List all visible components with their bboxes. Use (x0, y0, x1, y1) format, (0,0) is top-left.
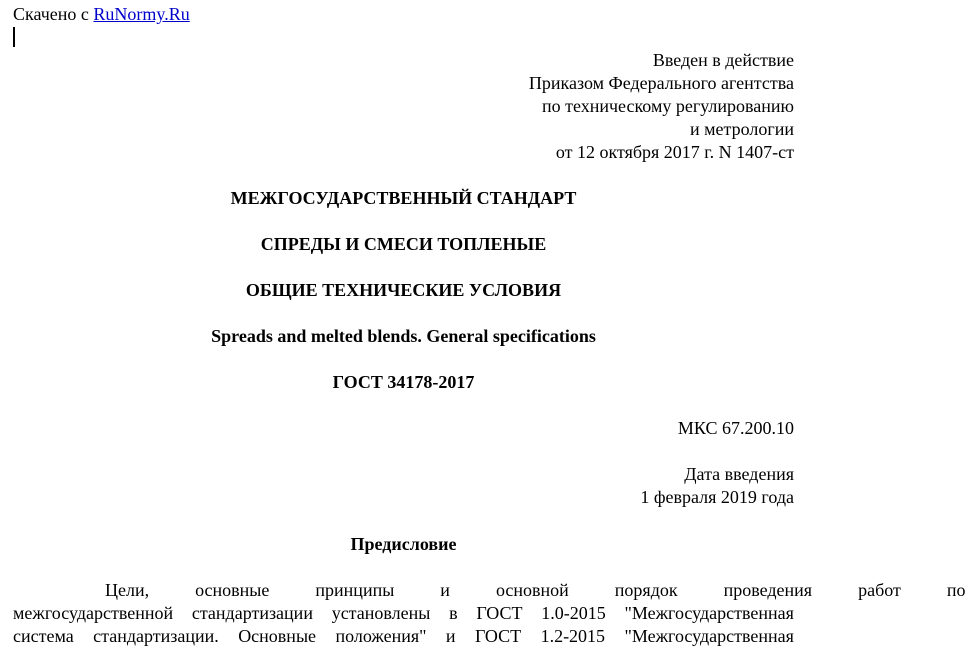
text-cursor (13, 27, 15, 47)
intro-line-4: и метрологии (690, 119, 794, 139)
standard-subtitle: ОБЩИЕ ТЕХНИЧЕСКИЕ УСЛОВИЯ (245, 280, 562, 300)
standard-type-heading: МЕЖГОСУДАРСТВЕННЫЙ СТАНДАРТ (230, 188, 577, 208)
download-source (13, 3, 190, 25)
standard-title: СПРЕДЫ И СМЕСИ ТОПЛЕНЫЕ (260, 234, 547, 254)
effective-date: 1 февраля 2019 года (640, 487, 794, 507)
foreword-title: Предисловие (350, 534, 457, 554)
foreword-line-2: межгосударственной стандартизации установлены в ГОСТ 1.0-2015 "Межгосударственная (13, 603, 794, 623)
source-prefix: Скачено с (13, 4, 94, 24)
foreword-line-1: Цели, основные принципы и основной порядок проведения работ по (105, 580, 966, 600)
intro-line-3: по техническому регулированию (541, 96, 794, 116)
intro-line-2: Приказом Федерального агентства (528, 73, 794, 93)
english-title: Spreads and melted blends. General specifications (211, 326, 596, 346)
intro-line-5: от 12 октября 2017 г. N 1407-ст (555, 142, 794, 162)
foreword-line-3: система стандартизации. Основные положения" и ГОСТ 1.2-2015 "Межгосударственная (13, 626, 794, 646)
intro-line-1: Введен в действие (652, 50, 794, 70)
standard-code: ГОСТ 34178-2017 (332, 372, 475, 392)
effective-label: Дата введения (684, 464, 794, 484)
mks-code: МКС 67.200.10 (677, 418, 794, 438)
runormy-link[interactable]: RuNormy.Ru (93, 4, 190, 24)
foreword-paragraph (13, 579, 966, 648)
